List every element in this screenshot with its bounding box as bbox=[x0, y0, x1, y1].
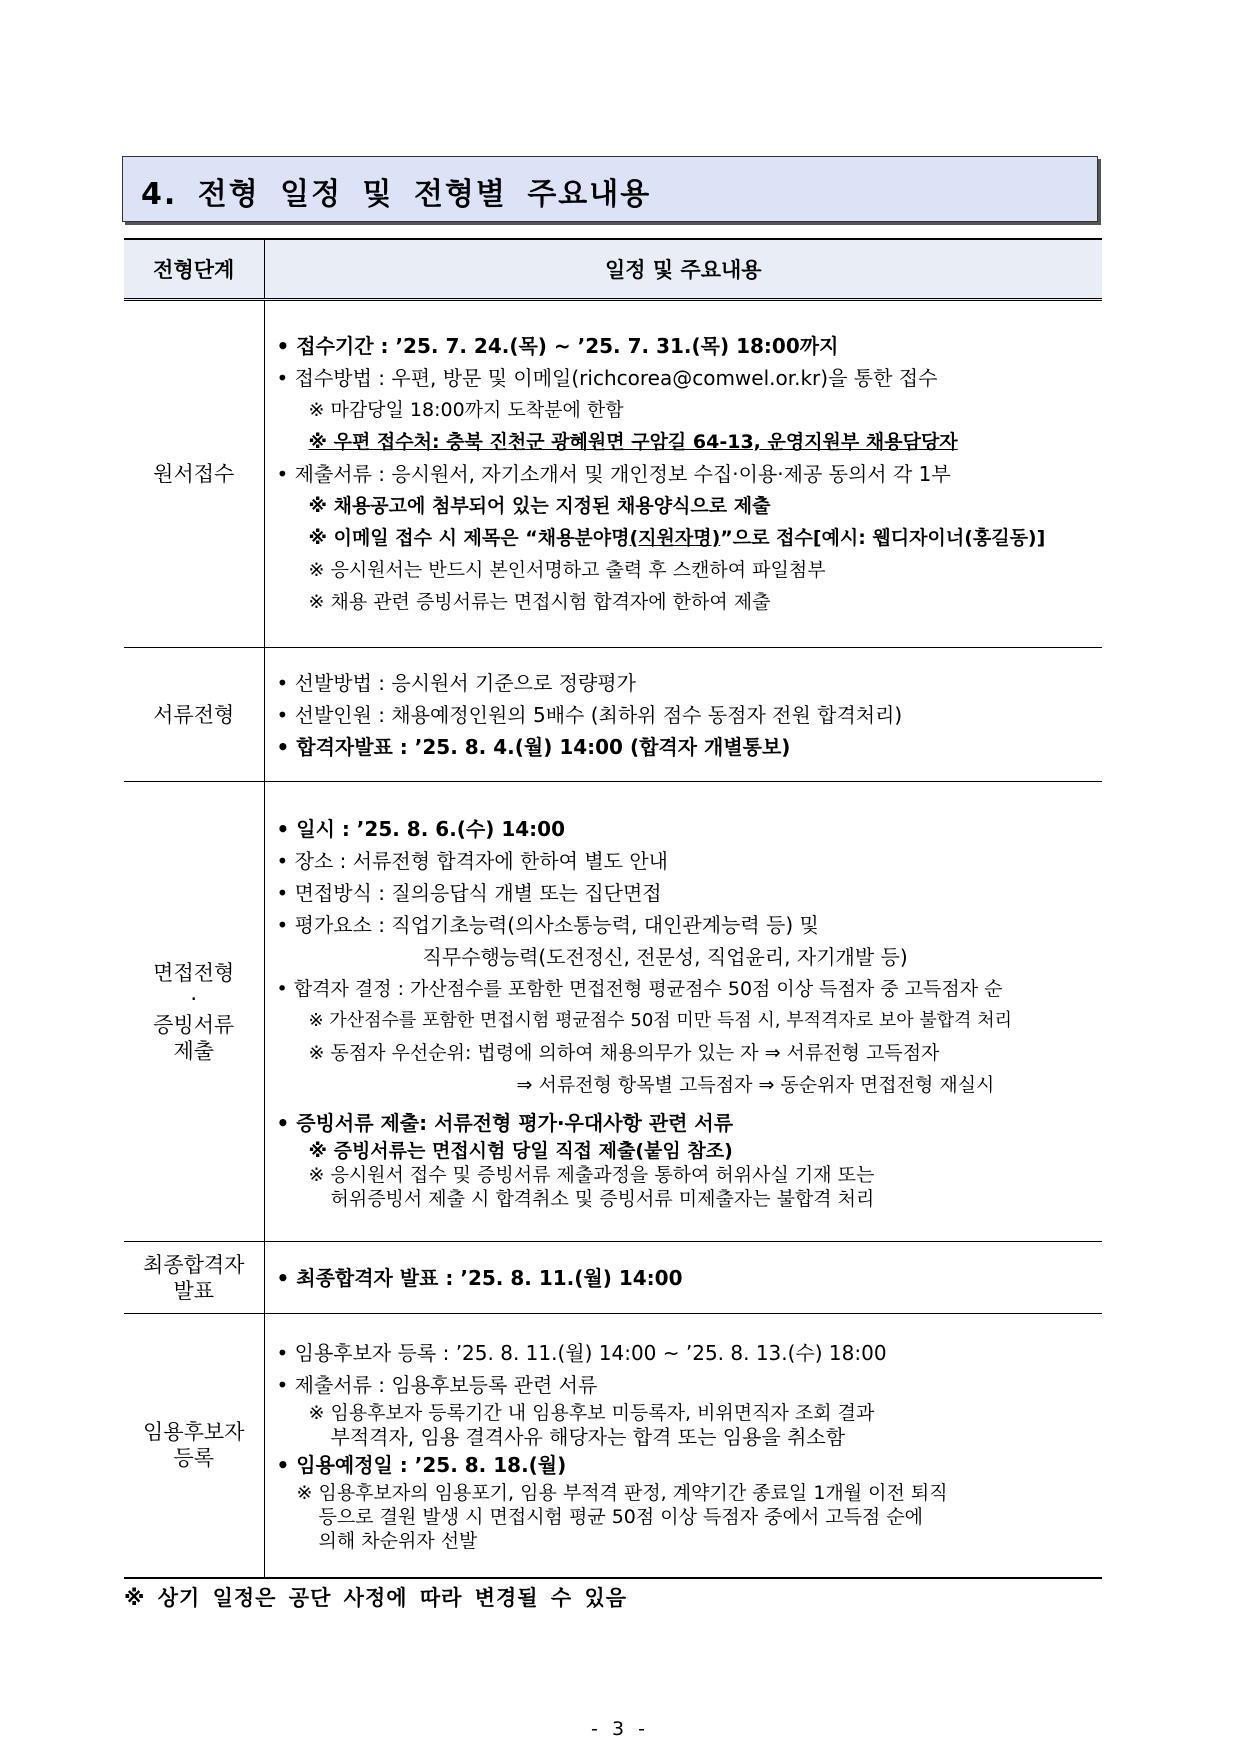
interview-note-false-1: ※ 응시원서 접수 및 증빙서류 제출과정을 통하여 허위사실 기재 또는 bbox=[308, 1163, 875, 1186]
stage-label: 임용후보자 bbox=[143, 1420, 245, 1445]
email-note-part-underlined: (지원자명) bbox=[629, 527, 721, 549]
header-content: 일정 및 주요내용 bbox=[264, 239, 1102, 300]
apply-note-proof: ※ 채용 관련 증빙서류는 면접시험 합격자에 한하여 제출 bbox=[308, 591, 771, 613]
stage-candidate bbox=[124, 1314, 264, 1578]
content-interview bbox=[264, 782, 1102, 1242]
interview-place: • 장소 : 서류전형 합격자에 한하여 별도 안내 bbox=[276, 848, 668, 873]
candidate-note-2: 부적격자, 임용 결격사유 해당자는 합격 또는 임용을 취소함 bbox=[330, 1425, 846, 1450]
interview-note-false-2: 허위증빙서 제출 시 합격취소 및 증빙서류 미제출자는 불합격 처리 bbox=[330, 1187, 875, 1210]
apply-docs: • 제출서류 : 응시원서, 자기소개서 및 개인정보 수집·이용·제공 동의서 각 1부 bbox=[276, 462, 951, 486]
content-final bbox=[264, 1242, 1102, 1314]
stage-label: 원서접수 bbox=[153, 462, 235, 486]
content-application bbox=[264, 300, 1102, 648]
section-title: 4. 전형 일정 및 전형별 주요내용 bbox=[141, 177, 652, 212]
stage-final bbox=[124, 1242, 264, 1314]
page-number: - 3 - bbox=[591, 1718, 649, 1740]
apply-note-address: ※ 우편 접수처: 충북 진천군 광혜원면 구암길 64-13, 운영지원부 채용담당자 bbox=[308, 431, 958, 453]
stage-label: 제출 bbox=[173, 1038, 215, 1063]
interview-eval-1: • 평가요소 : 직업기초능력(의사소통능력, 대인관계능력 등) 및 bbox=[276, 912, 819, 937]
stage-label: 면접전형 bbox=[153, 960, 235, 985]
stage-label: · bbox=[190, 986, 198, 1011]
interview-method: • 면접방식 : 질의응답식 개별 또는 집단면접 bbox=[276, 880, 662, 905]
row-final bbox=[124, 1242, 1102, 1314]
content-candidate bbox=[264, 1314, 1102, 1578]
screening-announce: • 합격자발표 : ’25. 8. 4.(월) 14:00 (합격자 개별통보) bbox=[276, 734, 791, 759]
stage-label: 등록 bbox=[173, 1446, 215, 1471]
schedule-change-footnote: ※ 상기 일정은 공단 사정에 따라 변경될 수 있음 bbox=[124, 1586, 628, 1610]
stage-label: 서류전형 bbox=[153, 702, 235, 727]
interview-eval-2: 직무수행능력(도전정신, 전문성, 직업윤리, 자기개발 등) bbox=[422, 944, 908, 969]
candidate-docs: • 제출서류 : 임용후보등록 관련 서류 bbox=[276, 1373, 598, 1398]
screening-method: • 선발방법 : 응시원서 기준으로 정량평가 bbox=[276, 670, 636, 695]
stage-label: 발표 bbox=[173, 1278, 215, 1303]
section-title-box bbox=[122, 156, 1098, 222]
candidate-appoint: • 임용예정일 : ’25. 8. 18.(월) bbox=[276, 1453, 567, 1478]
candidate-note-3: ※ 임용후보자의 임용포기, 임용 부적격 판정, 계약기간 종료일 1개월 이전 퇴직 bbox=[296, 1482, 948, 1505]
candidate-note-4: 등으로 결원 발생 시 면접시험 평균 50점 이상 득점자 중에서 고득점 순에 bbox=[318, 1506, 924, 1529]
email-note-part: ”으로 접수[예시: 웹디자이너(홍길동)] bbox=[720, 527, 1046, 549]
stage-interview bbox=[124, 782, 264, 1242]
candidate-note-1: ※ 임용후보자 등록기간 내 임용후보 미등록자, 비위면직자 조회 결과 bbox=[308, 1402, 875, 1425]
apply-note-deadline: ※ 마감당일 18:00까지 도착분에 한함 bbox=[308, 399, 624, 421]
interview-note-fail: ※ 가산점수를 포함한 면접시험 평균점수 50점 미만 득점 시, 부적격자로 보아 불합격 처리 bbox=[308, 1009, 1013, 1031]
stage-document-screening bbox=[124, 648, 264, 782]
candidate-note-5: 의해 차순위자 선발 bbox=[318, 1530, 478, 1553]
interview-datetime: • 일시 : ’25. 8. 6.(수) 14:00 bbox=[276, 816, 566, 841]
schedule-table bbox=[124, 238, 1102, 1579]
row-document-screening bbox=[124, 648, 1102, 782]
apply-note-sign: ※ 응시원서는 반드시 본인서명하고 출력 후 스캔하여 파일첨부 bbox=[308, 559, 826, 581]
final-announce: • 최종합격자 발표 : ’25. 8. 11.(월) 14:00 bbox=[276, 1265, 683, 1290]
interview-note-proof-day: ※ 증빙서류는 면접시험 당일 직접 제출(붙임 참조) bbox=[308, 1139, 733, 1162]
interview-note-tie-1: ※ 동점자 우선순위: 법령에 의하여 채용의무가 있는 자 ⇒ 서류전형 고득점자 bbox=[308, 1041, 940, 1064]
interview-proof: • 증빙서류 제출: 서류전형 평가·우대사항 관련 서류 bbox=[276, 1110, 734, 1135]
candidate-register: • 임용후보자 등록 : ’25. 8. 11.(월) 14:00 ~ ’25. 8. 13.(수) 18:00 bbox=[276, 1341, 887, 1366]
stage-label: 최종합격자 bbox=[143, 1252, 245, 1277]
content-document-screening bbox=[264, 648, 1102, 782]
stage-label: 증빙서류 bbox=[153, 1012, 235, 1037]
email-note-part: ※ 이메일 접수 시 제목은 “채용분야명 bbox=[308, 527, 630, 549]
apply-note-form: ※ 채용공고에 첨부되어 있는 지정된 채용양식으로 제출 bbox=[308, 495, 771, 517]
header-stage: 전형단계 bbox=[124, 239, 264, 300]
row-candidate bbox=[124, 1314, 1102, 1578]
apply-note-email bbox=[277, 522, 1103, 554]
screening-count: • 선발인원 : 채용예정인원의 5배수 (최하위 점수 동점자 전원 합격처리) bbox=[276, 702, 903, 727]
apply-period: • 접수기간 : ’25. 7. 24.(목) ~ ’25. 7. 31.(목) 18:00까지 bbox=[276, 334, 839, 358]
apply-method: • 접수방법 : 우편, 방문 및 이메일(richcorea@comwel.or.kr)을 통한 접수 bbox=[276, 366, 938, 390]
interview-decision: • 합격자 결정 : 가산점수를 포함한 면접전형 평균점수 50점 이상 득점자 중 고득점자 순 bbox=[276, 977, 1003, 1000]
table-header-row bbox=[124, 239, 1102, 300]
row-interview bbox=[124, 782, 1102, 1242]
interview-note-tie-2: ⇒ 서류전형 항목별 고득점자 ⇒ 동순위자 면접전형 재실시 bbox=[516, 1073, 995, 1096]
stage-application bbox=[124, 300, 264, 648]
row-application bbox=[124, 300, 1102, 648]
